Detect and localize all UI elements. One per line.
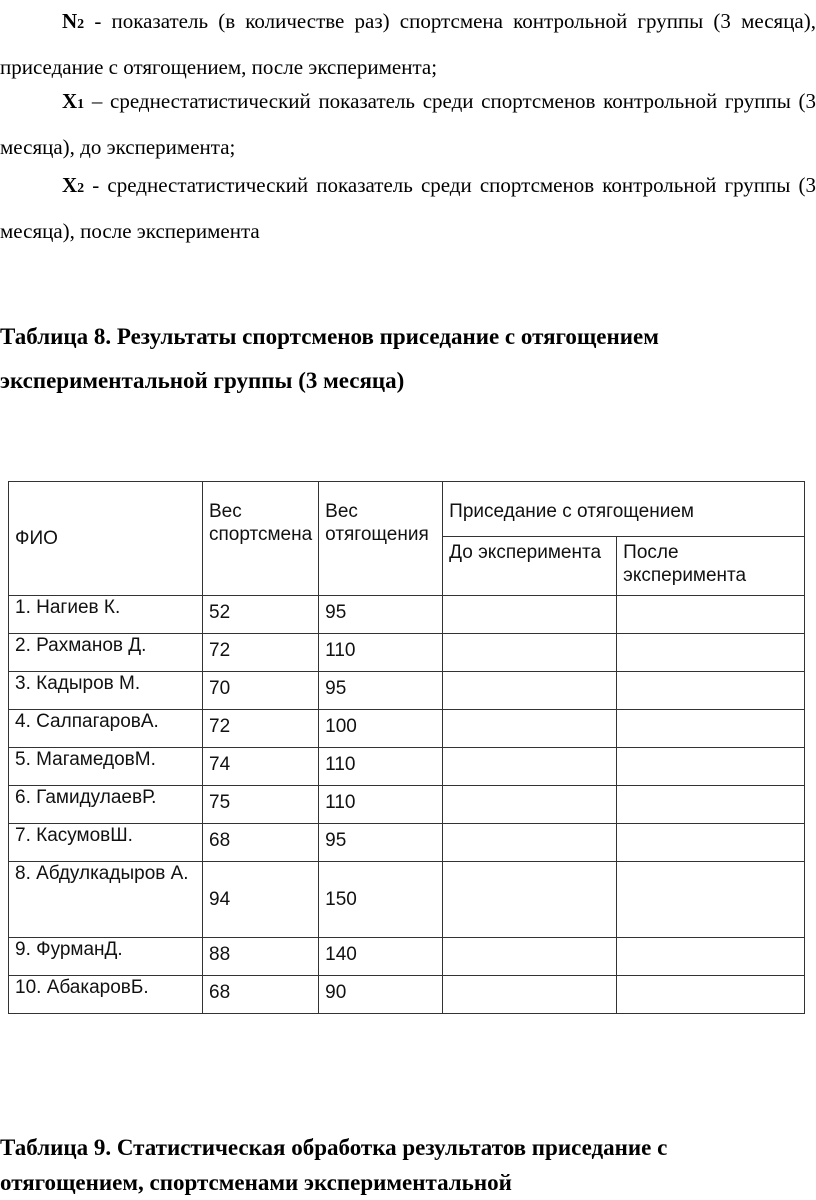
cell-weight: 75 bbox=[203, 786, 319, 824]
table-row bbox=[9, 976, 805, 1014]
legend-subscript: 1 bbox=[77, 97, 85, 112]
cell-before bbox=[443, 938, 617, 976]
results-table bbox=[8, 481, 805, 1014]
cell-weight: 72 bbox=[203, 710, 319, 748]
header-name: ФИО bbox=[9, 482, 203, 596]
cell-after bbox=[617, 938, 805, 976]
cell-name: 2. Рахманов Д. bbox=[9, 634, 203, 672]
table-row bbox=[9, 938, 805, 976]
cell-name: 9. ФурманД. bbox=[9, 938, 203, 976]
header-before: До эксперимента bbox=[443, 537, 617, 596]
table-row bbox=[9, 710, 805, 748]
legend-subscript: 2 bbox=[77, 17, 85, 32]
cell-before bbox=[443, 748, 617, 786]
cell-before bbox=[443, 824, 617, 862]
cell-before bbox=[443, 710, 617, 748]
table-row bbox=[9, 748, 805, 786]
cell-name: 3. Кадыров М. bbox=[9, 672, 203, 710]
header-load: Вес отягощения bbox=[319, 482, 443, 596]
cell-name: 7. КасумовШ. bbox=[9, 824, 203, 862]
cell-after bbox=[617, 672, 805, 710]
cell-before bbox=[443, 634, 617, 672]
cell-before bbox=[443, 672, 617, 710]
table-row bbox=[9, 672, 805, 710]
cell-weight: 70 bbox=[203, 672, 319, 710]
legend-symbol: N bbox=[62, 9, 78, 33]
cell-weight: 72 bbox=[203, 634, 319, 672]
cell-weight: 52 bbox=[203, 596, 319, 634]
cell-name: 5. МагамедовМ. bbox=[9, 748, 203, 786]
cell-after bbox=[617, 634, 805, 672]
table-row bbox=[9, 786, 805, 824]
cell-after bbox=[617, 862, 805, 938]
table-row bbox=[9, 634, 805, 672]
legend-subscript: 2 bbox=[77, 181, 85, 196]
cell-load: 110 bbox=[319, 634, 443, 672]
legend-symbol: X bbox=[62, 173, 78, 197]
legend-n2 bbox=[0, 0, 816, 89]
table8-caption: Таблица 8. Результаты спортсменов приседание с отягощением экспериментальной группы (3 месяца) bbox=[0, 324, 659, 393]
legend-text: – среднестатистический показатель среди спортсменов контрольной группы (3 месяца), до эксперимента; bbox=[0, 89, 816, 159]
cell-name: 10. АбакаровБ. bbox=[9, 976, 203, 1014]
table-row bbox=[9, 862, 805, 938]
legend-text: - показатель (в количестве раз) спортсмена контрольной группы (3 месяца), приседание с отягощением, после эксперимента; bbox=[0, 9, 816, 79]
cell-load: 95 bbox=[319, 824, 443, 862]
table-row bbox=[9, 596, 805, 634]
cell-name: 6. ГамидулаевР. bbox=[9, 786, 203, 824]
cell-load: 140 bbox=[319, 938, 443, 976]
cell-load: 90 bbox=[319, 976, 443, 1014]
cell-weight: 68 bbox=[203, 976, 319, 1014]
cell-before bbox=[443, 862, 617, 938]
legend-text: - среднестатистический показатель среди спортсменов контрольной группы (3 месяца), после эксперимента bbox=[0, 173, 816, 243]
cell-load: 110 bbox=[319, 786, 443, 824]
legend-symbol: X bbox=[62, 89, 78, 113]
cell-name: 8. Абдулкадыров А. bbox=[9, 862, 203, 938]
table9-caption: Таблица 9. Статистическая обработка результатов приседание с отягощением, спортсменами экспериментальной bbox=[0, 1135, 668, 1195]
cell-name: 4. СалпагаровА. bbox=[9, 710, 203, 748]
cell-before bbox=[443, 786, 617, 824]
cell-load: 95 bbox=[319, 596, 443, 634]
cell-after bbox=[617, 710, 805, 748]
cell-after bbox=[617, 786, 805, 824]
cell-weight: 68 bbox=[203, 824, 319, 862]
legend-x2 bbox=[0, 164, 816, 253]
cell-load: 150 bbox=[319, 862, 443, 938]
header-squat: Приседание с отягощением bbox=[443, 482, 805, 537]
cell-after bbox=[617, 824, 805, 862]
cell-weight: 94 bbox=[203, 862, 319, 938]
cell-before bbox=[443, 596, 617, 634]
cell-after bbox=[617, 596, 805, 634]
cell-weight: 88 bbox=[203, 938, 319, 976]
cell-after bbox=[617, 976, 805, 1014]
cell-name: 1. Нагиев К. bbox=[9, 596, 203, 634]
header-after: После эксперимента bbox=[617, 537, 805, 596]
cell-after bbox=[617, 748, 805, 786]
cell-load: 95 bbox=[319, 672, 443, 710]
cell-weight: 74 bbox=[203, 748, 319, 786]
cell-load: 100 bbox=[319, 710, 443, 748]
header-weight: Вес спортсмена bbox=[203, 482, 319, 596]
table-row bbox=[9, 824, 805, 862]
cell-load: 110 bbox=[319, 748, 443, 786]
legend-x1 bbox=[0, 80, 816, 169]
cell-before bbox=[443, 976, 617, 1014]
